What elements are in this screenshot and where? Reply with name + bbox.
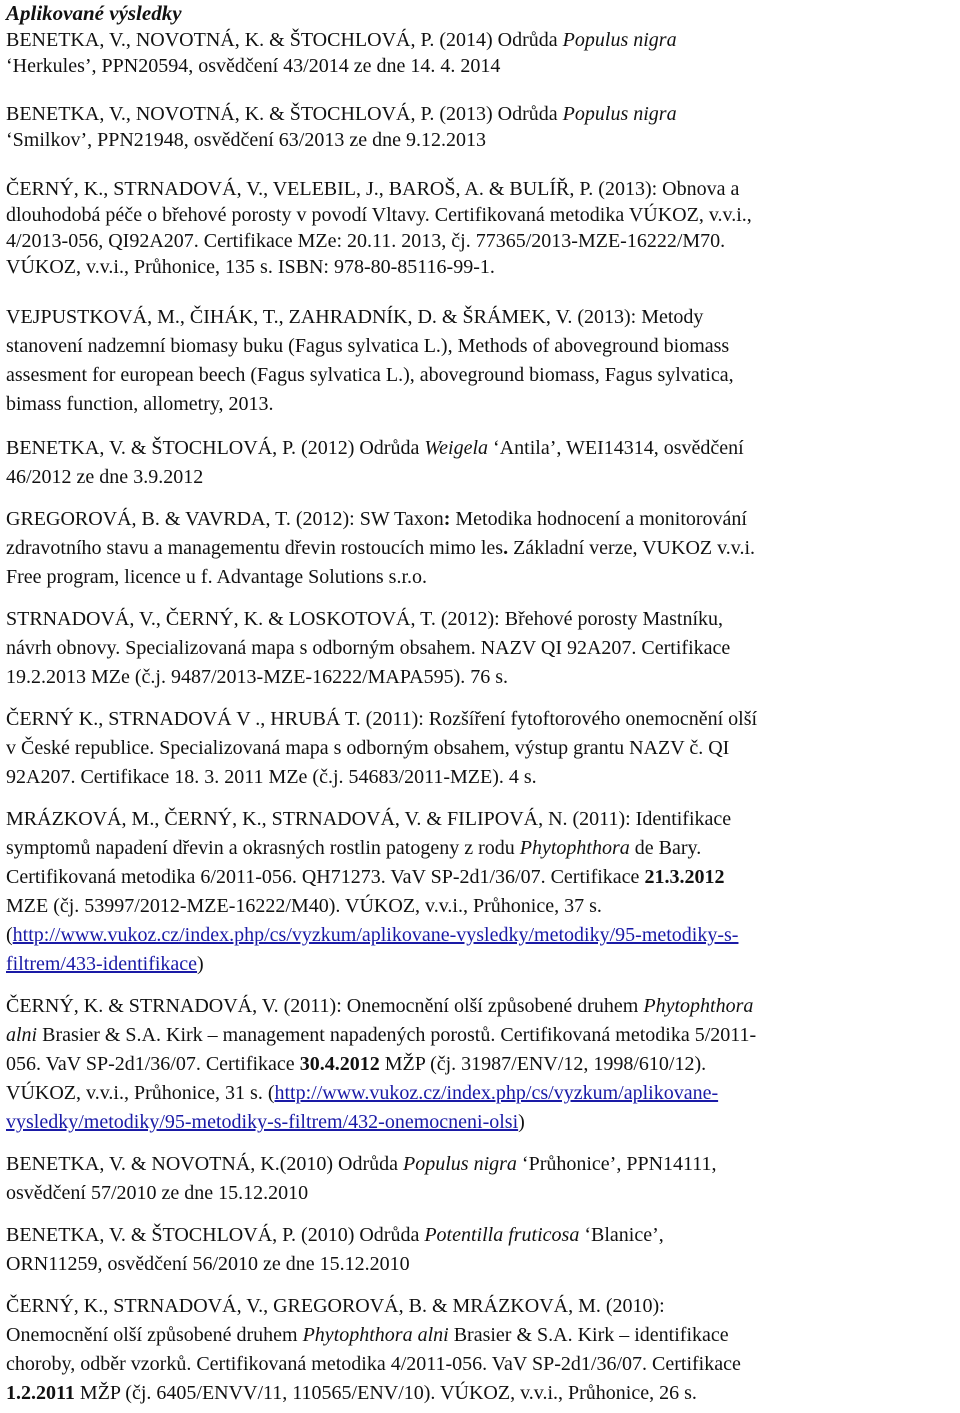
line-text: 4/2013-056, QI92A207. Certifikace MZe: 20.11. 2013, čj. 77365/2013-MZE-16222/M70. — [6, 230, 726, 252]
italic-text: alni — [6, 1024, 38, 1046]
line-text: 46/2012 ze dne 3.9.2012 — [6, 466, 204, 488]
text-line — [6, 202, 752, 228]
line-text: ‘Herkules’, PPN20594, osvědčení 43/2014 ze dne 14. 4. 2014 — [6, 55, 501, 77]
italic-text: Weigela — [424, 437, 489, 459]
line-text: ČERNÝ, K. & STRNADOVÁ, V. (2011): Onemocnění olší způsobené druhem — [6, 995, 644, 1017]
line-text: ) — [518, 1111, 525, 1133]
text-line — [6, 1151, 717, 1177]
text-line — [6, 951, 204, 977]
line-text: STRNADOVÁ, V., ČERNÝ, K. & LOSKOTOVÁ, T. (2012): Břehové porosty Mastníku, — [6, 608, 724, 630]
line-text: assesment for european beech (Fagus sylvatica L.), aboveground biomass, Fagus sylvatica, — [6, 364, 734, 386]
line-text: v České republice. Specializovaná mapa s odborným obsahem, výstup grantu NAZV č. QI — [6, 737, 730, 759]
text-line — [6, 535, 755, 561]
italic-text: Potentilla fruticosa — [424, 1224, 580, 1246]
line-text: ( — [6, 924, 13, 946]
text-line — [6, 101, 677, 127]
text-line — [6, 1322, 729, 1348]
text-line — [6, 228, 725, 254]
line-text: zdravotního stavu a managementu dřevin rostoucích mimo les — [6, 537, 504, 559]
text-line — [6, 835, 701, 861]
text-line — [6, 893, 602, 919]
line-text: MRÁZKOVÁ, M., ČERNÝ, K., STRNADOVÁ, V. & FILIPOVÁ, N. (2011): Identifikace — [6, 808, 732, 830]
line-text: VEJPUSTKOVÁ, M., ČIHÁK, T., ZAHRADNÍK, D. & ŠRÁMEK, V. (2013): Metody — [6, 306, 704, 328]
line-text: Brasier & S.A. Kirk – management napadených porostů. Certifikovaná metodika 5/2011- — [37, 1024, 757, 1046]
line-text: GREGOROVÁ, B. & VAVRDA, T. (2012): SW Taxon — [6, 508, 444, 530]
text-line — [6, 506, 747, 532]
line-text: Metodika hodnocení a monitorování — [450, 508, 747, 530]
text-line — [6, 176, 739, 202]
line-text: BENETKA, V. & ŠTOCHLOVÁ, P. (2012) Odrůda — [6, 437, 425, 459]
bold-text: . — [503, 537, 509, 559]
line-text: ORN11259, osvědčení 56/2010 ze dne 15.12.2010 — [6, 1253, 410, 1275]
line-text: VÚKOZ, v.v.i., Průhonice, 135 s. ISBN: 978-80-85116-99-1. — [6, 256, 495, 278]
line-text: Základní verze, VUKOZ v.v.i. — [508, 537, 756, 559]
text-line — [6, 864, 724, 890]
text-line — [6, 606, 723, 632]
line-text: dlouhodobá péče o břehové porosty v povodí Vltavy. Certifikovaná metodika VÚKOZ, v.v.i., — [6, 204, 752, 226]
line-text: 92A207. Certifikace 18. 3. 2011 MZe (č.j. 54683/2011-MZE). 4 s. — [6, 766, 537, 788]
text-line — [6, 27, 677, 53]
line-text: ‘Smilkov’, PPN21948, osvědčení 63/2013 ze dne 9.12.2013 — [6, 129, 486, 151]
line-text: symptomů napadení dřevin a okrasných rostlin patogeny z rodu — [6, 837, 520, 859]
line-text: Free program, licence u f. Advantage Solutions s.r.o. — [6, 566, 428, 588]
text-line — [6, 764, 537, 790]
bold-text: 30.4.2012 — [299, 1053, 380, 1075]
line-text: 056. VaV SP-2d1/36/07. Certifikace — [6, 1053, 300, 1075]
line-text: MŽP (čj. 31987/ENV/12, 1998/610/12). — [379, 1053, 707, 1075]
line-text: MŽP (čj. 6405/ENVV/11, 110565/ENV/10). VÚKOZ, v.v.i., Průhonice, 26 s. — [74, 1382, 697, 1404]
bold-text: 1.2.2011 — [6, 1382, 75, 1404]
line-text: BENETKA, V., NOVOTNÁ, K. & ŠTOCHLOVÁ, P. (2013) Odrůda — [6, 103, 563, 125]
text-line — [6, 1222, 664, 1248]
text-line — [6, 1351, 741, 1377]
hyperlink[interactable]: filtrem/433-identifikace — [6, 953, 198, 975]
text-line — [6, 1080, 718, 1106]
text-line — [6, 1051, 706, 1077]
text-line — [6, 664, 508, 690]
line-text: návrh obnovy. Specializovaná mapa s odborným obsahem. NAZV QI 92A207. Certifikace — [6, 637, 731, 659]
line-text: ČERNÝ K., STRNADOVÁ V ., HRUBÁ T. (2011): Rozšíření fytoftorového onemocnění olší — [6, 708, 758, 730]
italic-text: Phytophthora — [519, 837, 630, 859]
line-text: BENETKA, V. & NOVOTNÁ, K.(2010) Odrůda — [6, 1153, 404, 1175]
line-text: BENETKA, V., NOVOTNÁ, K. & ŠTOCHLOVÁ, P. (2014) Odrůda — [6, 29, 563, 51]
line-text: Onemocnění olší způsobené druhem — [6, 1324, 303, 1346]
section-heading: Aplikované výsledky — [6, 1, 182, 25]
line-text: Brasier & S.A. Kirk – identifikace — [448, 1324, 729, 1346]
line-text: ‘Průhonice’, PPN14111, — [516, 1153, 717, 1175]
text-line — [6, 735, 729, 761]
text-line — [6, 922, 738, 948]
text-line — [6, 993, 753, 1019]
text-line — [6, 464, 203, 490]
line-text: Certifikovaná metodika 6/2011-056. QH71273. VaV SP-2d1/36/07. Certifikace — [6, 866, 645, 888]
line-text: VÚKOZ, v.v.i., Průhonice, 31 s. ( — [6, 1082, 275, 1104]
italic-text: Populus nigra — [562, 29, 677, 51]
line-text: MZE (čj. 53997/2012-MZE-16222/M40). VÚKOZ, v.v.i., Průhonice, 37 s. — [6, 895, 602, 917]
text-line — [6, 254, 495, 280]
text-line — [6, 806, 731, 832]
line-text: ) — [197, 953, 204, 975]
line-text: ‘Blanice’, — [579, 1224, 664, 1246]
line-text: ‘Antila’, WEI14314, osvědčení — [488, 437, 744, 459]
text-line — [6, 435, 744, 461]
text-line — [6, 53, 500, 79]
bold-text: 21.3.2012 — [644, 866, 725, 888]
italic-text: Phytophthora alni — [302, 1324, 449, 1346]
hyperlink[interactable]: http://www.vukoz.cz/index.php/cs/vyzkum/aplikovane-vysledky/metodiky/95-metodiky-s- — [12, 924, 739, 946]
bold-text: : — [443, 508, 451, 530]
text-line — [6, 391, 274, 417]
hyperlink[interactable]: http://www.vukoz.cz/index.php/cs/vyzkum/aplikovane- — [274, 1082, 719, 1104]
hyperlink[interactable]: vysledky/metodiky/95-metodiky-s-filtrem/432-onemocneni-olsi — [6, 1111, 519, 1133]
line-text: ČERNÝ, K., STRNADOVÁ, V., GREGOROVÁ, B. & MRÁZKOVÁ, M. (2010): — [6, 1295, 665, 1317]
italic-text: Populus nigra — [403, 1153, 517, 1175]
text-line — [6, 1109, 525, 1135]
text-line — [6, 304, 703, 330]
line-text: choroby, odběr vzorků. Certifikovaná metodika 4/2011-056. VaV SP-2d1/36/07. Certifikace — [6, 1353, 741, 1375]
italic-text: Phytophthora — [643, 995, 754, 1017]
line-text: BENETKA, V. & ŠTOCHLOVÁ, P. (2010) Odrůda — [6, 1224, 425, 1246]
line-text: ČERNÝ, K., STRNADOVÁ, V., VELEBIL, J., BAROŠ, A. & BULÍŘ, P. (2013): Obnova a — [6, 178, 740, 200]
text-line — [6, 1293, 665, 1319]
line-text: stanovení nadzemní biomasy buku (Fagus sylvatica L.), Methods of aboveground biomass — [6, 335, 730, 357]
line-text: osvědčení 57/2010 ze dne 15.12.2010 — [6, 1182, 309, 1204]
text-line — [6, 1180, 308, 1206]
italic-text: Populus nigra — [562, 103, 677, 125]
line-text: 19.2.2013 MZe (č.j. 9487/2013-MZE-16222/MAPA595). 76 s. — [6, 666, 509, 688]
text-line — [6, 706, 757, 732]
text-line — [6, 127, 486, 153]
text-line — [6, 333, 729, 359]
text-line — [6, 564, 427, 590]
text-line — [6, 1251, 410, 1277]
text-line — [6, 362, 734, 388]
text-line — [6, 1380, 697, 1406]
line-text: de Bary. — [629, 837, 702, 859]
text-line — [6, 1022, 756, 1048]
line-text: bimass function, allometry, 2013. — [6, 393, 274, 415]
text-line — [6, 635, 730, 661]
